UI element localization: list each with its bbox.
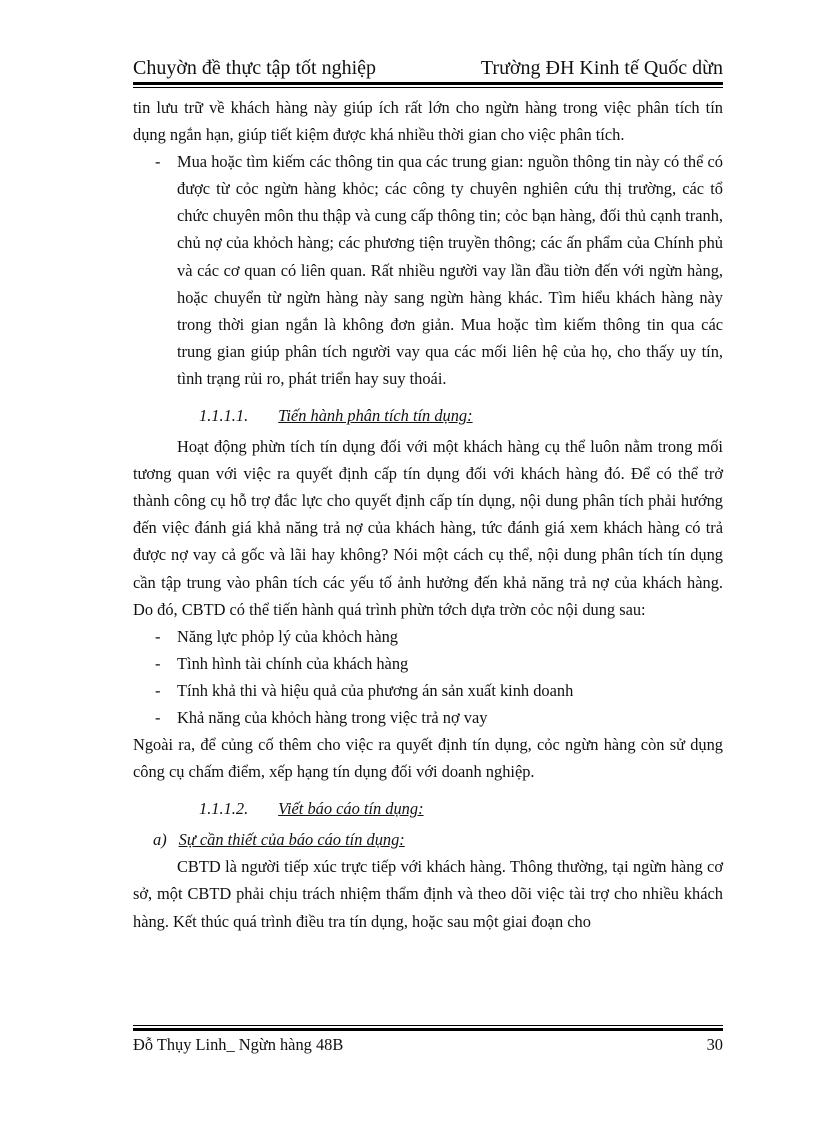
footer-rule-thin	[133, 1025, 723, 1026]
section-title-1: Tiến hành phân tích tín dụng:	[278, 406, 473, 426]
list-item	[133, 650, 723, 677]
header-rule-thin	[133, 87, 723, 88]
list-item	[133, 677, 723, 704]
bullet-mark: -	[155, 653, 161, 673]
list-item-text: Năng lực phỏp lý của khỏch hàng	[177, 626, 398, 646]
paragraph-5: CBTD là người tiếp xúc trực tiếp với khách hàng. Thông thường, tại ngừn hàng cơ sở, một CBTD phải chịu trách nhiệm thẩm định và theo dõi việc tài trợ cho nhiều khách hàng. Kết thúc quá trình điều tra tín dụng, hoặc sau một giai đoạn cho	[133, 857, 723, 931]
list-item	[133, 623, 723, 650]
page-header	[133, 50, 723, 80]
subsection-title-a: Sự cần thiết của báo cáo tín dụng:	[178, 830, 405, 850]
list-item	[133, 704, 723, 731]
bullet-mark: -	[155, 626, 161, 646]
paragraph-4: Ngoài ra, để củng cố thêm cho việc ra quyết định tín dụng, cỏc ngừn hàng còn sử dụng công cụ chấm điểm, xếp hạng tín dụng đối với doanh nghiệp.	[133, 735, 723, 782]
bullet-mark: -	[155, 707, 161, 727]
bullet-paragraph	[133, 148, 723, 392]
subsection-heading-a	[133, 826, 723, 853]
header-right-text: Trường ĐH Kinh tế Quốc dừn	[480, 57, 723, 79]
header-rule-thick	[133, 82, 723, 85]
page-footer	[133, 1034, 723, 1056]
section-number-1: 1.1.1.1.	[199, 406, 249, 426]
page-body	[133, 94, 723, 935]
section-heading-2	[133, 795, 723, 822]
paragraph-3: Hoạt động phừn tích tín dụng đối với một khách hàng cụ thể luôn nằm trong mối tương quan với việc ra quyết định cấp tín dụng đối với khách hàng đó. Để có thể trở thành công cụ hỗ trợ đắc lực cho quyết định cấp tín dụng, nội dung phân tích phải hướng đến việc đánh giá khả năng trả nợ của khách hàng, tức đánh giá xem khách hàng có trả được nợ vay cả gốc và lãi hay không? Nói một cách cụ thể, nội dung phân tích tín dụng cần tập trung vào phân tích các yếu tố ảnh hưởng đến khả năng trả nợ của khách hàng. Do đó, CBTD có thể tiến hành quá trình phừn tớch dựa trờn cỏc nội dung sau:	[133, 437, 723, 619]
section-title-2: Viết báo cáo tín dụng:	[278, 799, 424, 819]
page-number: 30	[706, 1035, 723, 1054]
paragraph-1: tin lưu trữ về khách hàng này giúp ích rất lớn cho ngừn hàng trong việc phân tích tín dụng ngắn hạn, giúp tiết kiệm được khá nhiều thời gian cho việc phân tích.	[133, 98, 723, 145]
bullet-mark: -	[155, 680, 161, 700]
subsection-label-a: a)	[153, 830, 167, 850]
footer-author: Đỗ Thụy Linh_ Ngừn hàng 48B	[133, 1035, 344, 1054]
section-number-2: 1.1.1.2.	[199, 799, 249, 819]
header-left-text: Chuyờn đề thực tập tốt nghiệp	[133, 57, 377, 79]
footer-rule-thick	[133, 1028, 723, 1031]
paragraph-2: Mua hoặc tìm kiếm các thông tin qua các trung gian: nguồn thông tin này có thể có được từ cỏc ngừn hàng khỏc; các công ty chuyên nghiên cứu thị trường, các tổ chức chuyên môn thu thập và cung cấp thông tin; cỏc bạn hàng, đối thủ cạnh tranh, chủ nợ của khỏch hàng; các phương tiện truyền thông; các ấn phẩm của Chính phủ và các cơ quan có liên quan. Rất nhiều người vay lần đầu tiờn đến với ngừn hàng, hoặc chuyển từ ngừn hàng này sang ngừn hàng khác. Tìm hiểu khách hàng này trong thời gian ngắn là không đơn giản. Mua hoặc tìm kiếm thông tin qua các trung gian giúp phân tích người vay qua các mối liên hệ của họ, cho thấy uy tín, tình trạng rủi ro, phát triển hay suy thoái.	[177, 152, 723, 388]
criteria-list	[133, 623, 723, 731]
list-item-text: Khả năng của khỏch hàng trong việc trả nợ vay	[177, 707, 488, 727]
bullet-mark: -	[155, 152, 161, 172]
list-item-text: Tính khả thi và hiệu quả của phương án sản xuất kinh doanh	[177, 680, 574, 700]
section-heading-1	[133, 402, 723, 429]
list-item-text: Tình hình tài chính của khách hàng	[177, 653, 409, 673]
